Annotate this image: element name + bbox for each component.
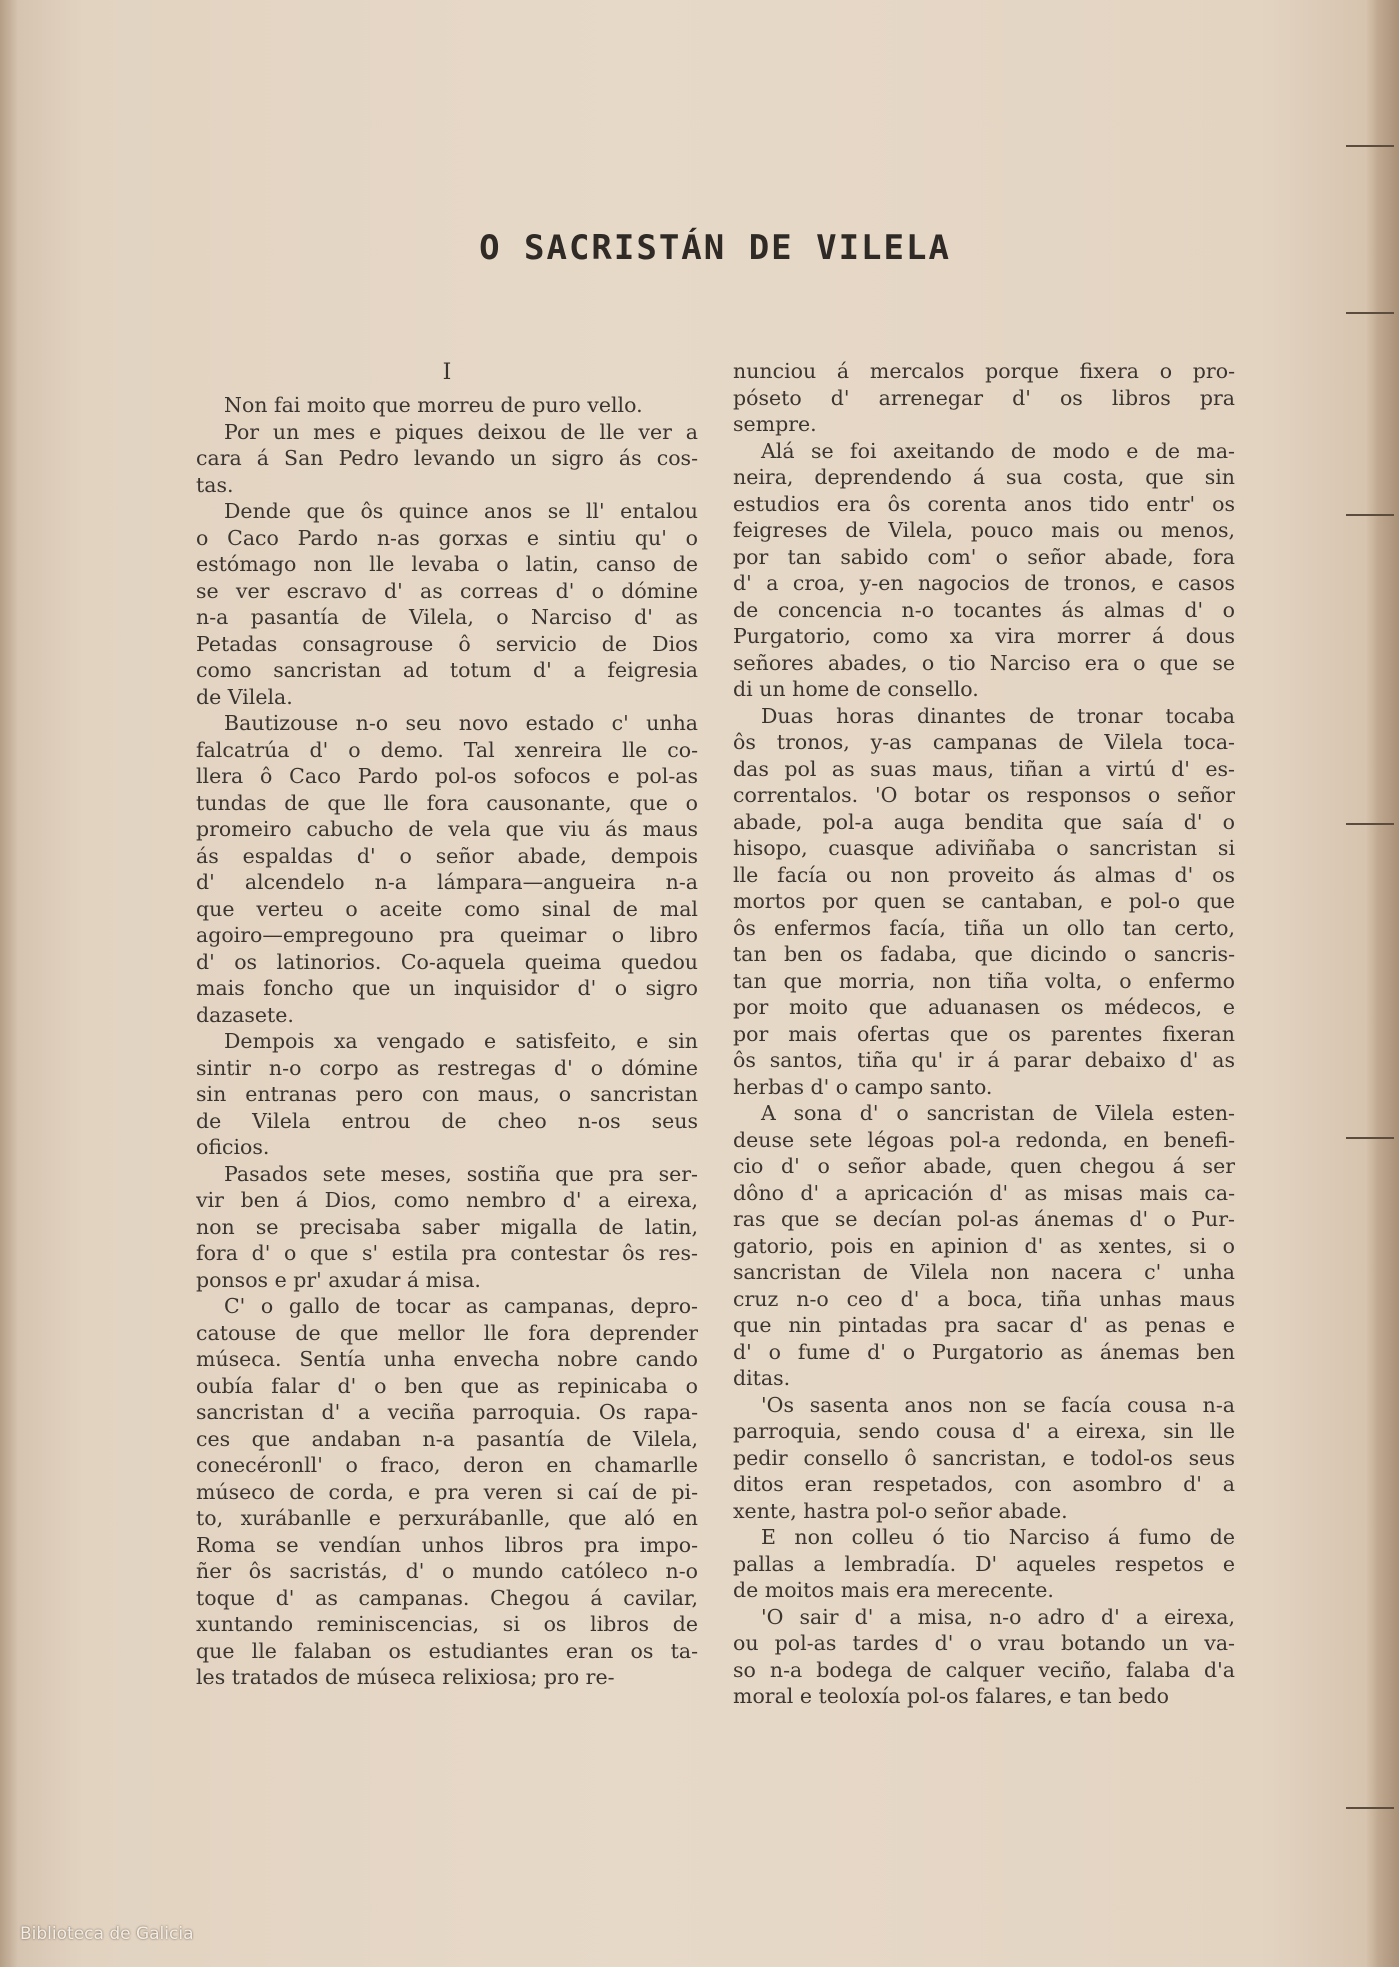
text-line: de concencia n-o tocantes ás almas d' o bbox=[733, 597, 1235, 622]
text-line: oubía falar d' o ben que as repinicaba o bbox=[196, 1373, 698, 1398]
text-line: de moitos mais era merecente. bbox=[733, 1578, 1054, 1602]
library-watermark: Biblioteca de Galicia bbox=[20, 1924, 194, 1944]
binding-stitch-mark bbox=[1346, 145, 1394, 147]
text-line: nunciou á mercalos porque fixera o pro- bbox=[733, 359, 1235, 383]
text-line: póseto d' arrenegar d' os libros pra bbox=[733, 385, 1235, 410]
text-line: Non fai moito que morreu de puro vello. bbox=[224, 393, 643, 417]
text-line: por moito que aduanasen os médecos, e bbox=[733, 995, 1235, 1019]
text-line: xente, hastra pol-o señor abade. bbox=[733, 1498, 1068, 1523]
binding-stitch-mark bbox=[1346, 514, 1394, 516]
left-column bbox=[196, 358, 698, 1691]
text-line: conecéronll' o fraco, deron en chamarlle bbox=[196, 1453, 698, 1477]
text-line: mortos por quen se cantaban, e pol-o que bbox=[733, 889, 1235, 913]
text-line: sancristan d' a veciña parroquia. Os rapa- bbox=[196, 1400, 698, 1424]
text-line: d' os latinorios. Co-aquela queima quedou bbox=[196, 949, 698, 974]
text-line: 'O sair d' a misa, n-o adro d' a eirexa, bbox=[761, 1604, 1235, 1629]
text-line: ras que se decían pol-as ánemas d' o Pur- bbox=[733, 1207, 1235, 1231]
text-line: xuntando reminiscencias, si os libros de bbox=[196, 1612, 698, 1636]
binding-spine bbox=[1365, 0, 1399, 1967]
text-line: ôs enfermos facía, tiña un ollo tan certo, bbox=[733, 915, 1235, 940]
text-line: parroquia, sendo cousa d' a eirexa, sin lle bbox=[733, 1419, 1235, 1443]
text-line: estómago non lle levaba o latin, canso de bbox=[196, 552, 698, 576]
text-line: señores abades, o tio Narciso era o que se bbox=[733, 650, 1235, 675]
text-line: gatorio, pois en apinion d' as xentes, si o bbox=[733, 1233, 1235, 1258]
text-line: de Vilela. bbox=[196, 684, 293, 709]
right-column-text bbox=[733, 358, 1235, 1710]
text-line: Petadas consagrouse ô servicio de Dios bbox=[196, 631, 698, 656]
text-line: agoiro—empregouno pra queimar o libro bbox=[196, 923, 698, 947]
text-line: ditos eran respetados, con asombro d' a bbox=[733, 1472, 1235, 1496]
text-line: Duas horas dinantes de tronar tocaba bbox=[761, 703, 1235, 728]
text-line: pallas a lembradía. D' aqueles respetos e bbox=[733, 1551, 1235, 1576]
text-line: ces que andaban n-a pasantía de Vilela, bbox=[196, 1426, 698, 1451]
text-line: Pasados sete meses, sostiña que pra ser- bbox=[224, 1161, 698, 1186]
text-line: ou pol-as tardes d' o vrau botando un va- bbox=[733, 1631, 1235, 1655]
text-line: tan que morria, non tiña volta, o enfermo bbox=[733, 968, 1235, 993]
text-line: tundas de que lle fora causonante, que o bbox=[196, 790, 698, 815]
text-line: so n-a bodega de calquer veciño, falaba d'a bbox=[733, 1657, 1235, 1682]
text-line: deuse sete légoas pol-a redonda, en benefi- bbox=[733, 1127, 1235, 1152]
text-line: se ver escravo d' as correas d' o dómine bbox=[196, 578, 698, 603]
text-line: to, xurábanlle e perxurábanlle, que aló en bbox=[196, 1506, 698, 1530]
binding-stitch-mark bbox=[1346, 312, 1394, 314]
text-line: d' a croa, y-en nagocios de tronos, e casos bbox=[733, 571, 1235, 595]
text-line: tan ben os fadaba, que dicindo o sancris- bbox=[733, 942, 1235, 966]
section-number: I bbox=[442, 360, 452, 385]
text-line: Dende que ôs quince anos se ll' entalou bbox=[224, 499, 698, 523]
text-line: correntalos. 'O botar os responsos o señor bbox=[733, 783, 1235, 807]
text-line: sancristan de Vilela non nacera c' unha bbox=[733, 1260, 1235, 1284]
text-line: Bautizouse n-o seu novo estado c' unha bbox=[224, 711, 698, 735]
text-line: promeiro cabucho de vela que viu ás maus bbox=[196, 817, 698, 841]
text-line: neira, deprendendo á sua costa, que sin bbox=[733, 465, 1235, 489]
text-line: que lle falaban os estudiantes eran os ta- bbox=[196, 1638, 698, 1663]
text-line: oficios. bbox=[196, 1135, 270, 1159]
text-line: lle facía ou non proveito ás almas d' os bbox=[733, 862, 1235, 887]
text-line: dôno d' a apricación d' as misas mais ca- bbox=[733, 1180, 1235, 1205]
text-line: mais foncho que un inquisidor d' o sigro bbox=[196, 976, 698, 1000]
text-line: Por un mes e piques deixou de lle ver a bbox=[224, 419, 698, 444]
text-line: o Caco Pardo n-as gorxas e sintiu qu' o bbox=[196, 525, 698, 550]
text-line: di un home de consello. bbox=[733, 677, 979, 701]
text-line: Alá se foi axeitando de modo e de ma- bbox=[761, 438, 1235, 463]
text-line: cara á San Pedro levando un sigro ás cos- bbox=[196, 446, 698, 470]
text-line: vir ben á Dios, como nembro d' a eirexa, bbox=[196, 1188, 698, 1212]
text-line: sempre. bbox=[733, 412, 817, 436]
text-line: herbas d' o campo santo. bbox=[733, 1074, 993, 1099]
text-line: cruz n-o ceo d' a boca, tiña unhas maus bbox=[733, 1286, 1235, 1311]
text-line: 'Os sasenta anos non se facía cousa n-a bbox=[761, 1392, 1235, 1417]
text-line: por tan sabido com' o señor abade, fora bbox=[733, 544, 1235, 569]
text-line: feigreses de Vilela, pouco mais ou menos, bbox=[733, 518, 1235, 542]
text-line: dazasete. bbox=[196, 1002, 294, 1027]
text-line: ás espaldas d' o señor abade, dempois bbox=[196, 843, 698, 868]
text-line: non se precisaba saber migalla de latin, bbox=[196, 1214, 698, 1239]
text-line: múseca. Sentía unha envecha nobre cando bbox=[196, 1347, 698, 1371]
text-line: ôs tronos, y-as campanas de Vilela toca- bbox=[733, 730, 1235, 754]
text-line: pedir consello ô sancristan, e todol-os seus bbox=[733, 1445, 1235, 1470]
text-line: tas. bbox=[196, 472, 234, 497]
binding-stitch-mark bbox=[1346, 823, 1394, 825]
text-line: Roma se vendían unhos libros pra impo- bbox=[196, 1532, 698, 1557]
text-line: ponsos e pr' axudar á misa. bbox=[196, 1267, 481, 1292]
text-line: por mais ofertas que os parentes fixeran bbox=[733, 1021, 1235, 1046]
text-line: les tratados de múseca relixiosa; pro re- bbox=[196, 1665, 615, 1689]
text-line: ôs santos, tiña qu' ir á parar debaixo d' as bbox=[733, 1048, 1235, 1072]
text-line: que verteu o aceite como sinal de mal bbox=[196, 896, 698, 921]
text-line: llera ô Caco Pardo pol-os sofocos e pol-as bbox=[196, 764, 698, 788]
text-line: cio d' o señor abade, quen chegou á ser bbox=[733, 1154, 1235, 1178]
text-line: E non colleu ó tio Narciso á fumo de bbox=[761, 1525, 1235, 1549]
binding-stitch-mark bbox=[1346, 1137, 1394, 1139]
text-line: catouse de que mellor lle fora deprender bbox=[196, 1320, 698, 1345]
text-line: abade, pol-a auga bendita que saía d' o bbox=[733, 809, 1235, 834]
article-title: O SACRISTÁN DE VILELA bbox=[479, 228, 951, 268]
text-line: como sancristan ad totum d' a feigresia bbox=[196, 658, 698, 682]
text-line: ñer ôs sacristás, d' o mundo católeco n-o bbox=[196, 1559, 698, 1583]
text-line: das pol as suas maus, tiñan a virtú d' es- bbox=[733, 756, 1235, 781]
text-line: de Vilela entrou de cheo n-os seus bbox=[196, 1108, 698, 1133]
text-line: fora d' o que s' estila pra contestar ôs res- bbox=[196, 1241, 698, 1265]
text-line: múseco de corda, e pra veren si caí de pi- bbox=[196, 1479, 698, 1504]
text-line: sin entranas pero con maus, o sancristan bbox=[196, 1082, 698, 1106]
text-line: hisopo, cuasque adiviñaba o sancristan si bbox=[733, 836, 1235, 860]
text-line: sintir n-o corpo as restregas d' o dómine bbox=[196, 1055, 698, 1080]
text-line: toque d' as campanas. Chegou á cavilar, bbox=[196, 1585, 698, 1610]
text-line: n-a pasantía de Vilela, o Narciso d' as bbox=[196, 605, 698, 629]
text-line: que nin pintadas pra sacar d' as penas e bbox=[733, 1313, 1235, 1337]
binding-stitch-mark bbox=[1346, 1807, 1394, 1809]
page-left-edge bbox=[0, 0, 18, 1967]
text-line: d' o fume d' o Purgatorio as ánemas ben bbox=[733, 1339, 1235, 1364]
text-line: Dempois xa vengado e satisfeito, e sin bbox=[224, 1029, 698, 1053]
text-line: C' o gallo de tocar as campanas, depro- bbox=[224, 1294, 698, 1318]
text-line: estudios era ôs corenta anos tido entr' os bbox=[733, 491, 1235, 516]
text-line: A sona d' o sancristan de Vilela esten- bbox=[761, 1101, 1235, 1125]
right-column bbox=[733, 358, 1235, 1710]
left-column-text bbox=[196, 392, 698, 1691]
text-line: d' alcendelo n-a lámpara—angueira n-a bbox=[196, 870, 698, 894]
text-line: falcatrúa d' o demo. Tal xenreira lle co- bbox=[196, 737, 698, 762]
text-line: ditas. bbox=[733, 1366, 791, 1390]
text-line: Purgatorio, como xa vira morrer á dous bbox=[733, 624, 1235, 648]
text-line: moral e teoloxía pol-os falares, e tan bedo bbox=[733, 1684, 1169, 1708]
